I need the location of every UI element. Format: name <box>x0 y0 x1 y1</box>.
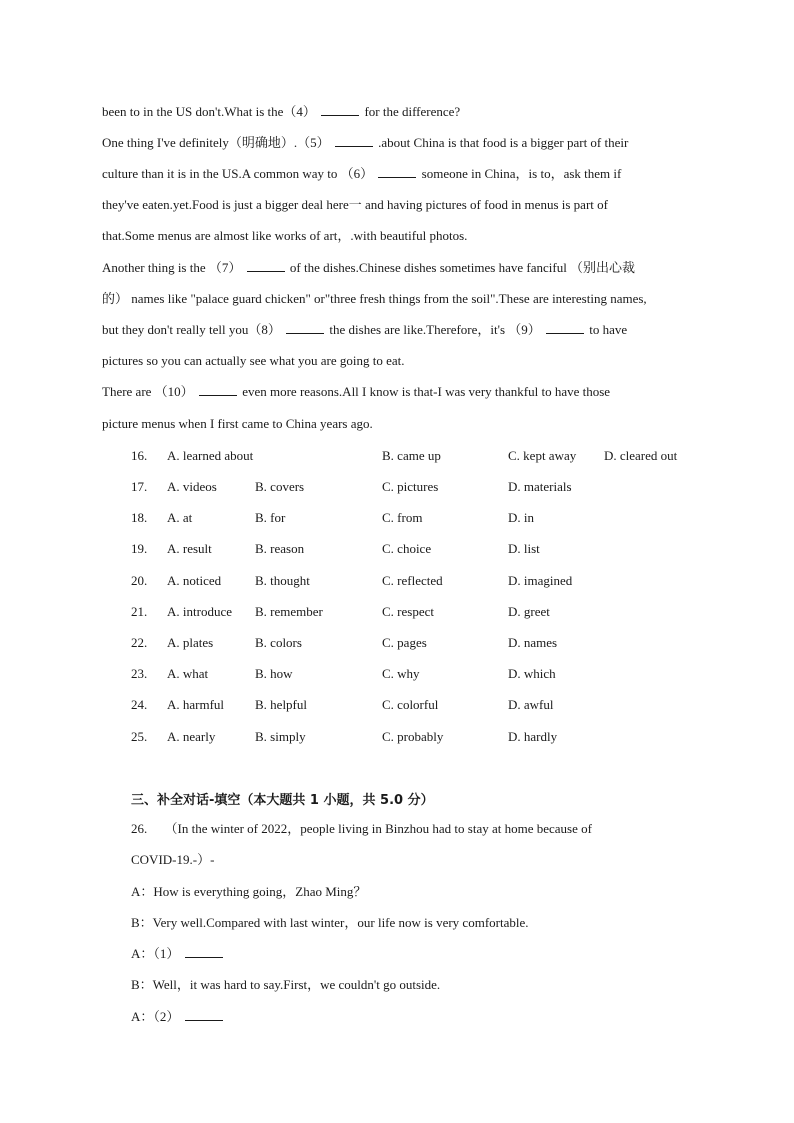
dialogue-prompt: A：（2） <box>131 1009 180 1024</box>
option-b[interactable]: B. covers <box>255 479 305 494</box>
option-c[interactable]: C. kept away <box>508 448 577 463</box>
passage-line-2 <box>102 134 704 152</box>
passage-text: they've eaten.yet.Food is just a bigger deal here一 and having pictures of food in menus is part of <box>102 197 608 212</box>
option-d[interactable]: D. hardly <box>508 729 558 744</box>
passage-line-6 <box>102 259 704 277</box>
option-c[interactable]: C. respect <box>382 604 434 619</box>
option-a[interactable]: A. learned about <box>167 448 254 463</box>
option-b[interactable]: B. simply <box>255 729 306 744</box>
answer-blank-d2[interactable] <box>185 1008 223 1021</box>
passage-text: .about China is that food is a bigger part of their <box>378 135 629 150</box>
question-row <box>0 728 794 746</box>
option-a[interactable]: A. introduce <box>167 604 232 619</box>
answer-blank-d1[interactable] <box>185 945 223 958</box>
question-row <box>0 478 794 496</box>
option-a[interactable]: A. result <box>167 541 212 556</box>
passage-line-7 <box>102 290 704 308</box>
option-d[interactable]: D. cleared out <box>604 448 678 463</box>
option-d[interactable]: D. in <box>508 510 534 525</box>
passage-text: the dishes are like.Therefore，it's （9） <box>329 322 541 337</box>
option-c[interactable]: C. from <box>382 510 423 525</box>
dialogue-intro <box>131 820 592 838</box>
option-d[interactable]: D. imagined <box>508 573 573 588</box>
passage-text: One thing I've definitely（明确地）.（5） <box>102 135 330 150</box>
question-number: 23. <box>131 666 148 681</box>
option-d[interactable]: D. which <box>508 666 556 681</box>
question-number: 19. <box>131 541 148 556</box>
option-c[interactable]: C. why <box>382 666 420 681</box>
answer-blank-10[interactable] <box>199 383 237 396</box>
passage-line-4 <box>102 196 704 214</box>
option-d[interactable]: D. materials <box>508 479 572 494</box>
passage-text: that.Some menus are almost like works of art，.with beautiful photos. <box>102 228 468 243</box>
answer-blank-9[interactable] <box>546 321 584 334</box>
option-a[interactable]: A. plates <box>167 635 214 650</box>
passage-line-10 <box>102 383 704 401</box>
question-number: 16. <box>131 448 148 463</box>
passage-text: for the difference? <box>364 104 461 119</box>
section-title: 三、补全对话-填空（本大题共 1 小题，共 5.0 分） <box>131 793 434 808</box>
question-row <box>0 696 794 714</box>
dialogue-intro-cont: COVID-19.-）- <box>131 852 215 867</box>
question-number: 24. <box>131 697 148 712</box>
option-d[interactable]: D. greet <box>508 604 550 619</box>
option-a[interactable]: A. videos <box>167 479 217 494</box>
option-c[interactable]: C. probably <box>382 729 444 744</box>
passage-text: but they don't really tell you（8） <box>102 322 281 337</box>
option-c[interactable]: C. choice <box>382 541 432 556</box>
passage-text: picture menus when I first came to China years ago. <box>102 416 373 431</box>
option-a[interactable]: A. harmful <box>167 697 225 712</box>
dialogue-line: A：How is everything going，Zhao Ming？ <box>131 884 367 899</box>
dialogue-line <box>131 945 225 963</box>
option-b[interactable]: B. came up <box>382 448 441 463</box>
question-row <box>0 665 794 683</box>
option-b[interactable]: B. remember <box>255 604 323 619</box>
option-a[interactable]: A. at <box>167 510 193 525</box>
question-number: 18. <box>131 510 148 525</box>
option-b[interactable]: B. helpful <box>255 697 307 712</box>
passage-text: Another thing is the （7） <box>102 260 242 275</box>
passage-text: even more reasons.All I know is that-I was very thankful to have those <box>242 384 611 399</box>
option-b[interactable]: B. how <box>255 666 293 681</box>
question-row <box>0 603 794 621</box>
question-row <box>0 540 794 558</box>
question-number: 22. <box>131 635 148 650</box>
passage-text: pictures so you can actually see what you are going to eat. <box>102 353 405 368</box>
dialogue-prompt: A：（1） <box>131 946 180 961</box>
passage-line-5 <box>102 227 704 245</box>
option-c[interactable]: C. colorful <box>382 697 439 712</box>
passage-line-9 <box>102 352 704 370</box>
passage-text: 的） names like "palace guard chicken" or"three fresh things from the soil".These are interesting names, <box>102 291 647 306</box>
option-a[interactable]: A. noticed <box>167 573 222 588</box>
question-row <box>0 509 794 527</box>
passage-text: to have <box>589 322 628 337</box>
option-c[interactable]: C. pages <box>382 635 427 650</box>
answer-blank-4[interactable] <box>321 103 359 116</box>
option-a[interactable]: A. what <box>167 666 209 681</box>
option-d[interactable]: D. awful <box>508 697 554 712</box>
option-b[interactable]: B. reason <box>255 541 305 556</box>
passage-text: someone in China，is to，ask them if <box>421 166 622 181</box>
option-c[interactable]: C. reflected <box>382 573 443 588</box>
option-d[interactable]: D. list <box>508 541 540 556</box>
passage-line-1 <box>102 103 704 121</box>
answer-blank-6[interactable] <box>378 165 416 178</box>
intro-text: （In the winter of 2022，people living in Binzhou had to stay at home because of <box>164 821 592 836</box>
dialogue-line <box>131 1008 225 1026</box>
question-number: 26. <box>131 821 148 836</box>
passage-line-11 <box>102 415 704 433</box>
passage-text: been to in the US don't.What is the（4） <box>102 104 316 119</box>
answer-blank-7[interactable] <box>247 259 285 272</box>
question-number: 17. <box>131 479 148 494</box>
question-number: 21. <box>131 604 148 619</box>
answer-blank-8[interactable] <box>286 321 324 334</box>
passage-text: of the dishes.Chinese dishes sometimes have fanciful （别出心裁 <box>289 260 636 275</box>
passage-line-3 <box>102 165 704 183</box>
question-row <box>0 447 794 465</box>
passage-text: culture than it is in the US.A common way to （6） <box>102 166 374 181</box>
question-number: 25. <box>131 729 148 744</box>
option-b[interactable]: B. for <box>255 510 286 525</box>
passage-line-8 <box>102 321 704 339</box>
option-d[interactable]: D. names <box>508 635 558 650</box>
option-c[interactable]: C. pictures <box>382 479 439 494</box>
question-row <box>0 572 794 590</box>
option-b[interactable]: B. colors <box>255 635 302 650</box>
passage-text: There are （10） <box>102 384 194 399</box>
option-a[interactable]: A. nearly <box>167 729 216 744</box>
question-number: 20. <box>131 573 148 588</box>
question-row <box>0 634 794 652</box>
option-b[interactable]: B. thought <box>255 573 310 588</box>
dialogue-line: B：Very well.Compared with last winter，our life now is very comfortable. <box>131 915 529 930</box>
dialogue-line: B：Well，it was hard to say.First，we couldn't go outside. <box>131 977 441 992</box>
answer-blank-5[interactable] <box>335 134 373 147</box>
